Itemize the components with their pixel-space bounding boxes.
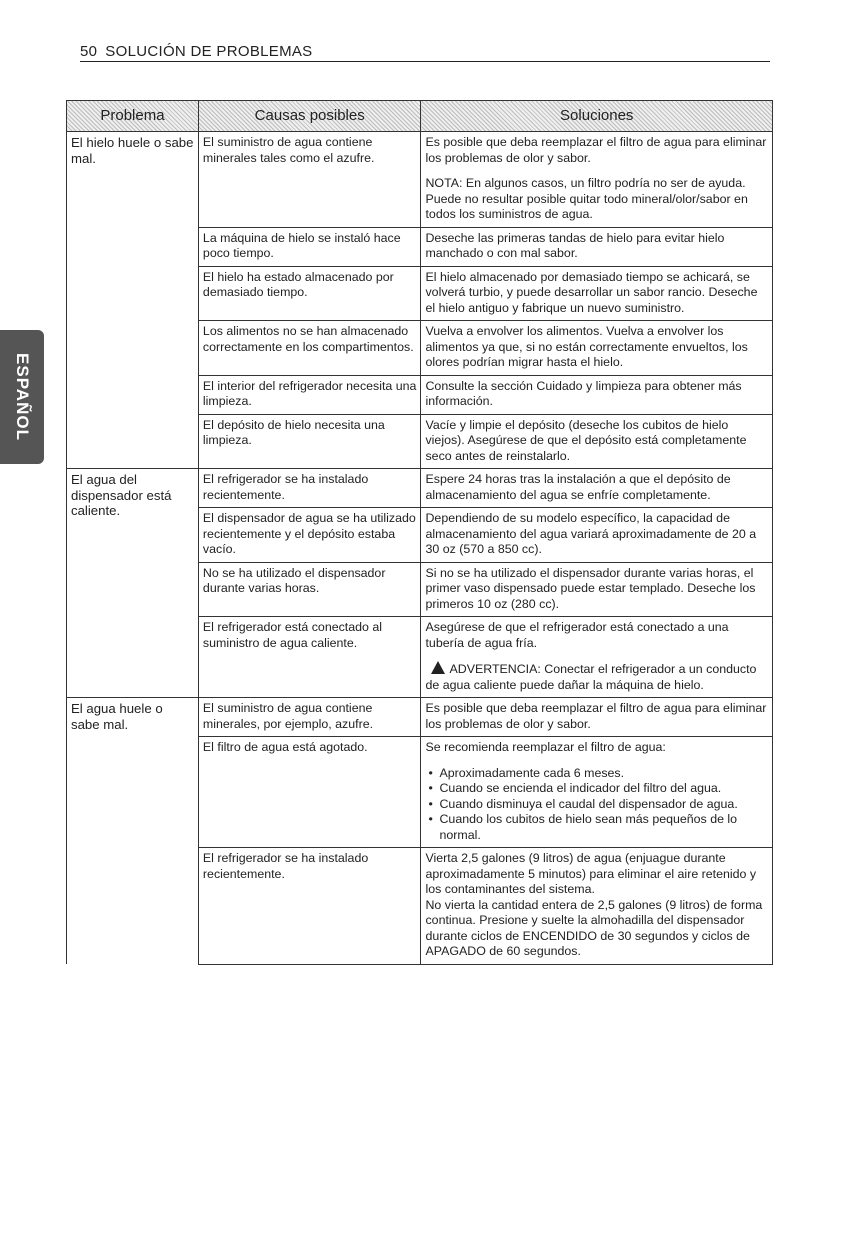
solution-cell: Deseche las primeras tandas de hielo para evitar hielo manchado o con mal sabor. — [421, 227, 773, 266]
solution-cell: Vacíe y limpie el depósito (deseche los cubitos de hielo viejos). Asegúrese de que el depósito está completamente seco antes de reinstalarlo. — [421, 414, 773, 469]
cause-cell: La máquina de hielo se instaló hace poco tiempo. — [198, 227, 421, 266]
cause-cell: El refrigerador está conectado al suministro de agua caliente. — [198, 617, 421, 698]
column-header-solutions: Soluciones — [421, 101, 773, 132]
column-header-causes: Causas posibles — [198, 101, 421, 132]
language-side-tab — [0, 330, 44, 464]
warning-triangle-icon — [431, 661, 445, 674]
solution-cell: Consulte la sección Cuidado y limpieza para obtener más información. — [421, 375, 773, 414]
solution-text: Asegúrese de que el refrigerador está conectado a una tubería de agua fría. — [425, 620, 729, 650]
cause-cell: El refrigerador se ha instalado recientemente. — [198, 848, 421, 965]
problem-cell: El agua del dispensador está caliente. — [67, 469, 199, 698]
cause-cell: El depósito de hielo necesita una limpieza. — [198, 414, 421, 469]
solution-cell: Si no se ha utilizado el dispensador durante varias horas, el primer vaso dispensado puede estar templado. Deseche los primeros 10 oz (280 cc). — [421, 562, 773, 617]
solution-cell — [421, 737, 773, 848]
table-row — [67, 469, 773, 508]
table-header-row — [67, 101, 773, 132]
cause-cell: El interior del refrigerador necesita una limpieza. — [198, 375, 421, 414]
solution-text: Vierta 2,5 galones (9 litros) de agua (enjuague durante aproximadamente 5 minutos) para eliminar el aire retenido y los contaminantes del sistema. — [425, 851, 757, 896]
solution-cell — [421, 848, 773, 965]
problem-cell: El agua huele o sabe mal. — [67, 698, 199, 965]
list-item: • Aproximadamente cada 6 meses. — [425, 766, 768, 782]
solution-cell: Vuelva a envolver los alimentos. Vuelva a envolver los alimentos ya que, si no están correctamente envueltos, los olores podrían migrar hasta el hielo. — [421, 321, 773, 376]
cause-cell: El suministro de agua contiene minerales tales como el azufre. — [198, 132, 421, 228]
recommendation-list — [425, 766, 768, 844]
cause-cell: El filtro de agua está agotado. — [198, 737, 421, 848]
warning-block — [425, 661, 768, 693]
page-header — [80, 43, 770, 62]
warning-text: ADVERTENCIA: Conectar el refrigerador a un conducto de agua caliente puede dañar la máquina de hielo. — [425, 662, 757, 692]
page-number: 50 — [80, 43, 98, 60]
solution-text: Se recomienda reemplazar el filtro de agua: — [425, 740, 666, 754]
section-title: SOLUCIÓN DE PROBLEMAS — [105, 43, 313, 60]
problem-cell: El hielo huele o sabe mal. — [67, 132, 199, 469]
cause-cell: Los alimentos no se han almacenado correctamente en los compartimentos. — [198, 321, 421, 376]
cause-cell: El dispensador de agua se ha utilizado recientemente y el depósito estaba vacío. — [198, 508, 421, 563]
cause-cell: No se ha utilizado el dispensador durante varias horas. — [198, 562, 421, 617]
list-item: • Cuando disminuya el caudal del dispensador de agua. — [425, 797, 768, 813]
list-item: • Cuando los cubitos de hielo sean más pequeños de lo normal. — [425, 812, 768, 843]
solution-cell: El hielo almacenado por demasiado tiempo se achicará, se volverá turbio, y puede desarrollar un sabor rancio. Deseche el hielo antiguo y fabrique un nuevo suministro. — [421, 266, 773, 321]
solution-text: Es posible que deba reemplazar el filtro de agua para eliminar los problemas de olor y sabor. — [425, 135, 767, 165]
note-text: NOTA: En algunos casos, un filtro podría no ser de ayuda. Puede no resultar posible quitar todo mineral/olor/sabor en todos los suministros de agua. — [425, 176, 748, 221]
table-row — [67, 698, 773, 737]
solution-cell — [421, 617, 773, 698]
column-header-problem: Problema — [67, 101, 199, 132]
solution-cell — [421, 132, 773, 228]
cause-cell: El refrigerador se ha instalado recientemente. — [198, 469, 421, 508]
solution-cell: Espere 24 horas tras la instalación a que el depósito de almacenamiento del agua se enfríe completamente. — [421, 469, 773, 508]
solution-cell: Es posible que deba reemplazar el filtro de agua para eliminar los problemas de olor y sabor. — [421, 698, 773, 737]
table-row — [67, 132, 773, 228]
solution-cell: Dependiendo de su modelo específico, la capacidad de almacenamiento del agua variará aproximadamente de 20 a 30 oz (570 a 850 cc). — [421, 508, 773, 563]
cause-cell: El hielo ha estado almacenado por demasiado tiempo. — [198, 266, 421, 321]
troubleshooting-table — [66, 100, 773, 965]
solution-text-continued: No vierta la cantidad entera de 2,5 galones (9 litros) de forma continua. Presione y suelte la almohadilla del dispensador durante ciclos de ENCENDIDO de 30 segundos y ciclos de APAGADO de 60 segundos. — [425, 897, 763, 958]
cause-cell: El suministro de agua contiene minerales, por ejemplo, azufre. — [198, 698, 421, 737]
side-tab-label: ESPAÑOL — [13, 353, 32, 441]
list-item: • Cuando se encienda el indicador del filtro del agua. — [425, 781, 768, 797]
